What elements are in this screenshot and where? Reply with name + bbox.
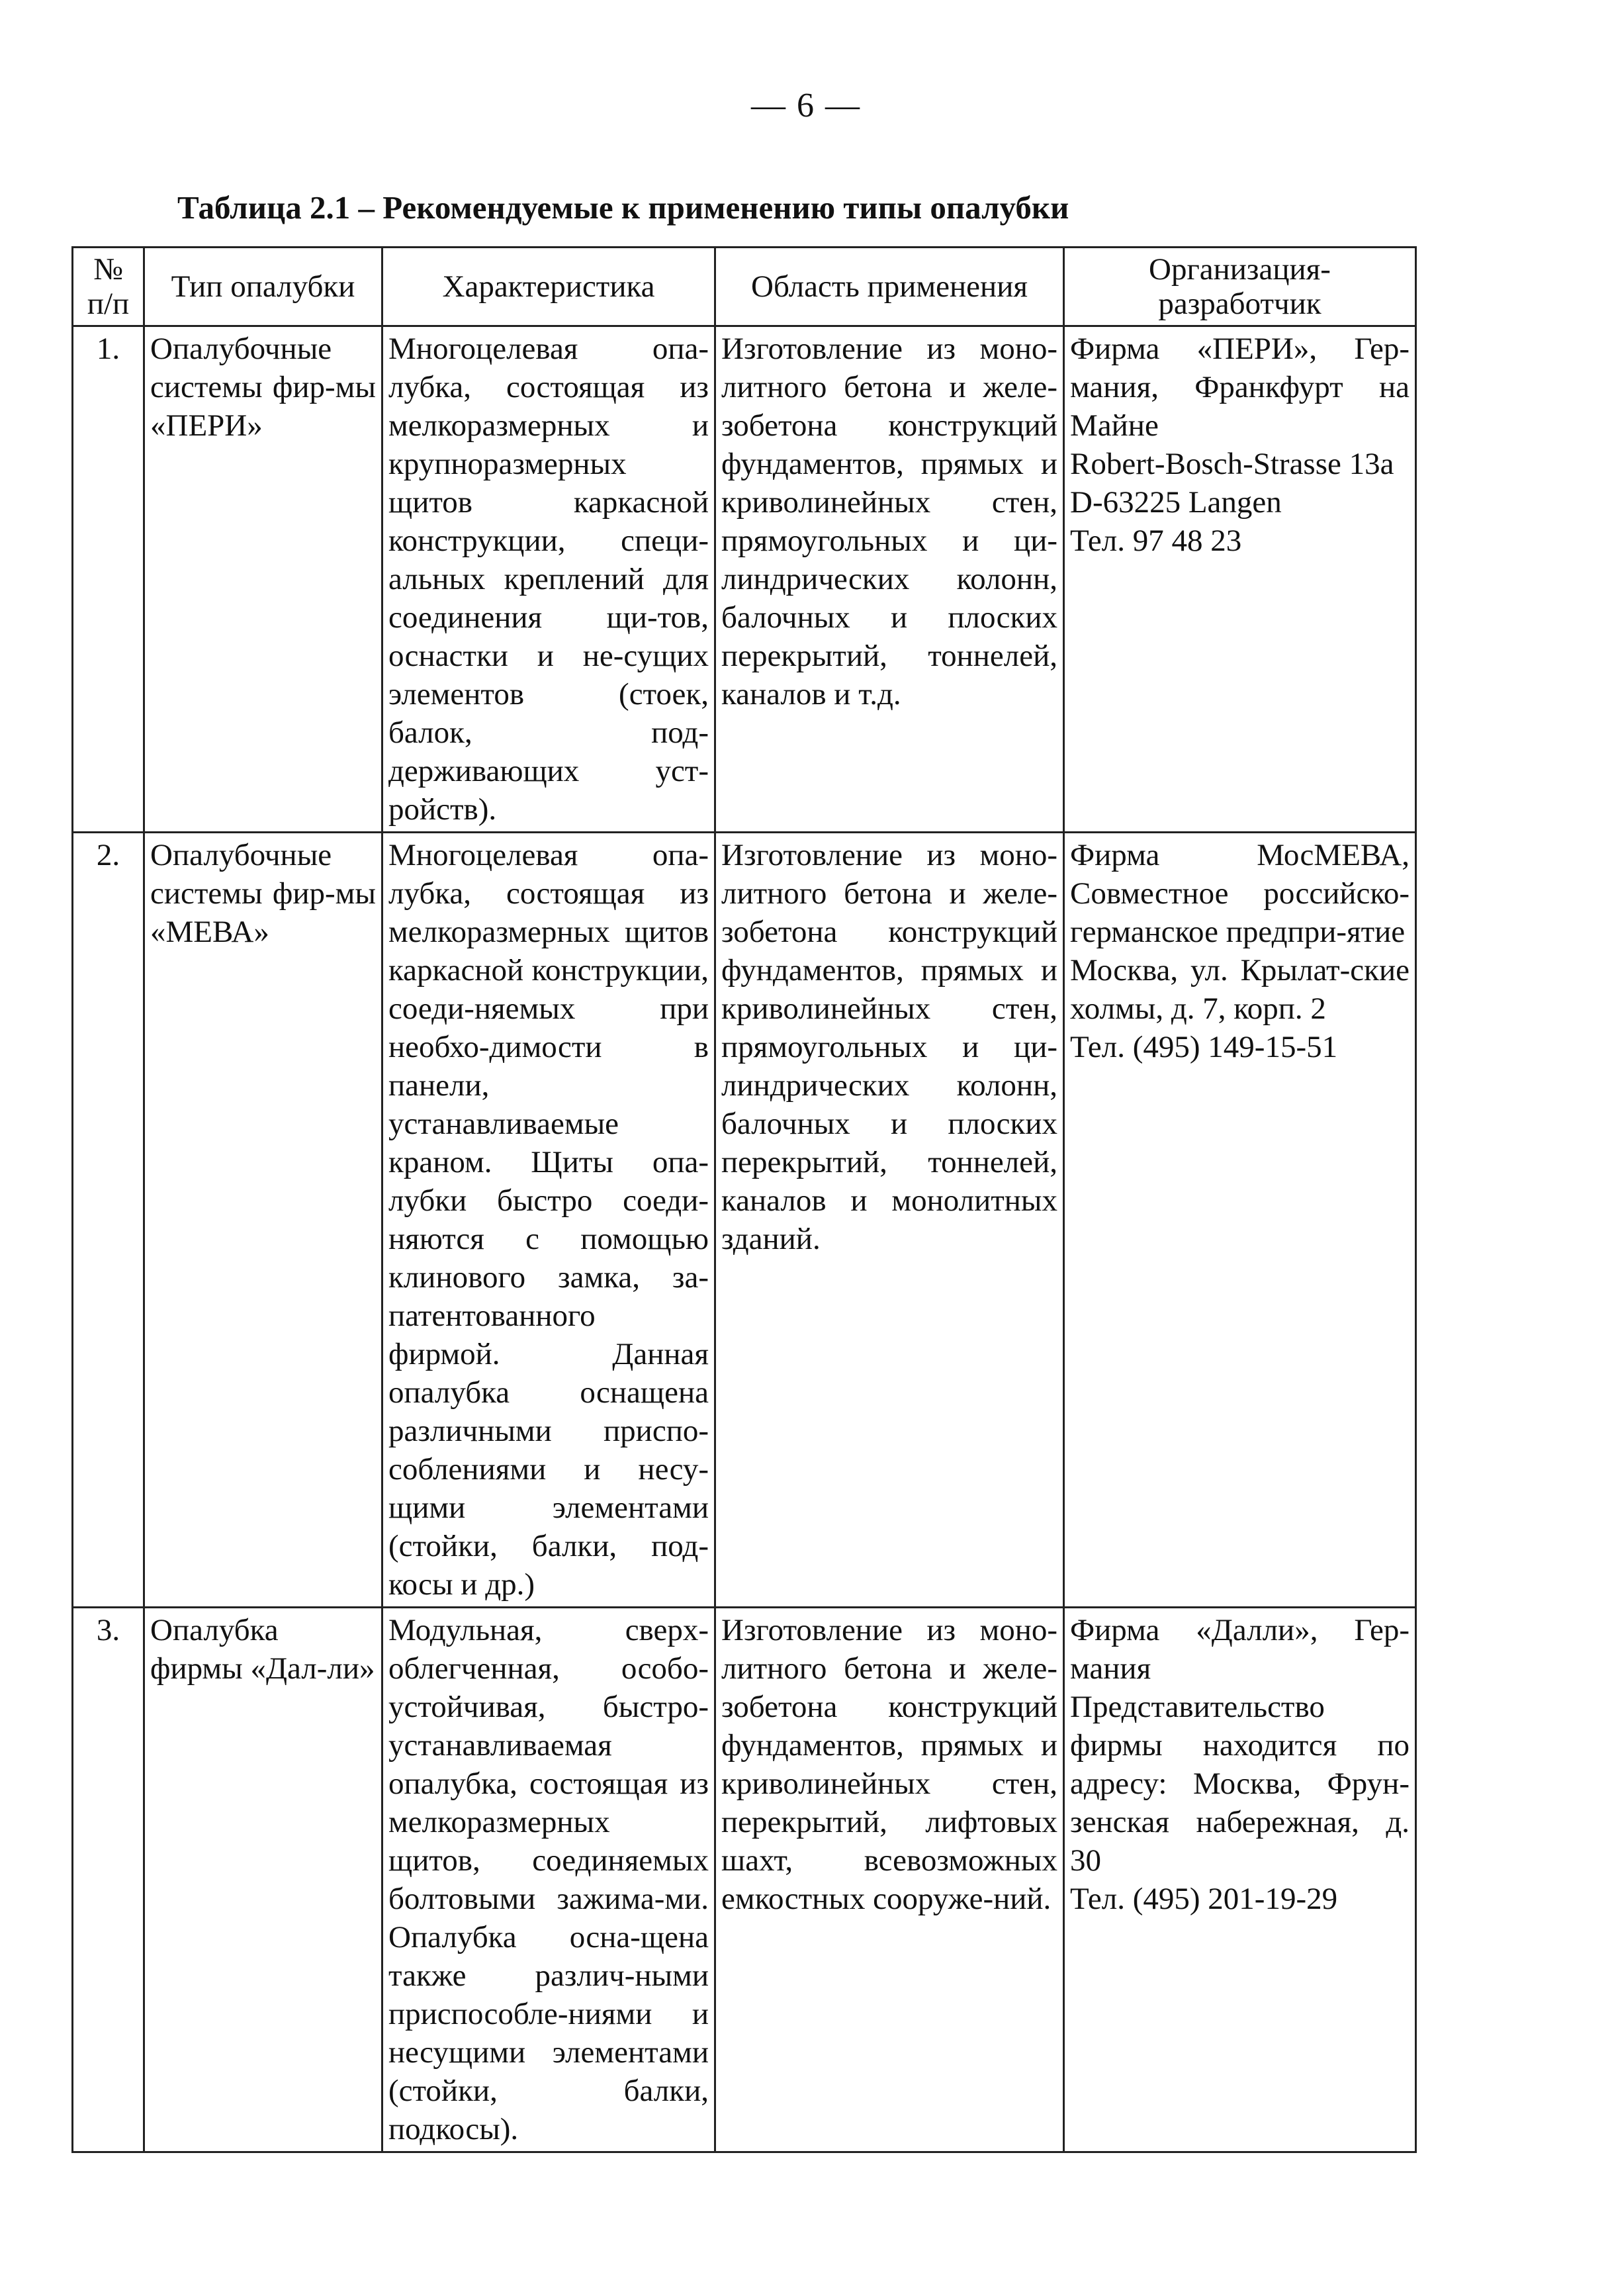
header-application <box>715 248 1064 326</box>
header-number <box>73 248 144 326</box>
header-application-label: Область применения <box>751 269 1028 304</box>
header-organization <box>1064 248 1416 326</box>
page-number: — 6 — <box>751 87 861 124</box>
formwork-characteristic: Многоцелевая опа-лубка, состоящая из мелкоразмерных щитов каркасной конструкции, соеди-няемых при необхо-димости в панели, устанавливаемые краном. Щиты опа-лубки быстро соеди-няются с помощью клинового замка, за-патентованного фирмой. Данная опалубка оснащена различными приспо-соблениями и несу-щими элементами (стойки, балки, под-косы и др.) <box>382 833 715 1608</box>
row-number: 2. <box>73 833 144 1608</box>
header-characteristic-label: Характеристика <box>442 269 655 304</box>
header-characteristic <box>382 248 715 326</box>
formwork-application: Изготовление из моно-литного бетона и желе-зобетона конструкций фундаментов, прямых и криволинейных стен, прямоугольных и ци-линдрических колонн, балочных и плоских перекрытий, тоннелей, каналов и т.д. <box>715 326 1064 833</box>
header-organization-label: Организация- разработчик <box>1149 252 1331 321</box>
formwork-type: Опалубочные системы фир-мы «МЕВА» <box>144 833 382 1608</box>
formwork-characteristic: Модульная, сверх-облегченная, особо-устойчивая, быстро-устанавливаемая опалубка, состоящая из мелкоразмерных щитов, соединяемых болтовыми зажима-ми. Опалубка осна-щена также различ-ными приспособле-ниями и несущими элементами (стойки, балки, подкосы). <box>382 1608 715 2152</box>
table-title: Таблица 2.1 – Рекомендуемые к применению типы опалубки <box>177 189 1069 226</box>
header-number-label: № п/п <box>87 252 130 321</box>
table-header-row <box>73 248 1416 326</box>
formwork-type: Опалубка фирмы «Дал-ли» <box>144 1608 382 2152</box>
formwork-application: Изготовление из моно-литного бетона и желе-зобетона конструкций фундаментов, прямых и криволинейных стен, прямоугольных и ци-линдрических колонн, балочных и плоских перекрытий, тоннелей, каналов и монолитных зданий. <box>715 833 1064 1608</box>
formwork-types-table <box>71 246 1417 2153</box>
header-type <box>144 248 382 326</box>
developer-organization: Фирма «Далли», Гер-мания Представительство фирмы находится по адресу: Москва, Фрун-зенская набережная, д. 30 Тел. (495) 201-19-29 <box>1064 1608 1416 2152</box>
row-number: 1. <box>73 326 144 833</box>
developer-organization: Фирма «ПЕРИ», Гер-мания, Франкфурт на Майне Robert-Bosch-Strasse 13a D-63225 Langen Тел. 97 48 23 <box>1064 326 1416 833</box>
developer-organization: Фирма МосМЕВА, Совместное российско-германское предпри-ятие Москва, ул. Крылат-ские холмы, д. 7, корп. 2 Тел. (495) 149-15-51 <box>1064 833 1416 1608</box>
table-row <box>73 1608 1416 2152</box>
formwork-application: Изготовление из моно-литного бетона и желе-зобетона конструкций фундаментов, прямых и криволинейных стен, перекрытий, лифтовых шахт, всевозможных емкостных сооруже-ний. <box>715 1608 1064 2152</box>
formwork-characteristic: Многоцелевая опа-лубка, состоящая из мелкоразмерных и крупноразмерных щитов каркасной конструкции, специ-альных креплений для соединения щи-тов, оснастки и не-сущих элементов (стоек, балок, под-держивающих уст-ройств). <box>382 326 715 833</box>
table-row <box>73 326 1416 833</box>
header-type-label: Тип опалубки <box>171 269 355 304</box>
row-number: 3. <box>73 1608 144 2152</box>
formwork-type: Опалубочные системы фир-мы «ПЕРИ» <box>144 326 382 833</box>
table-row <box>73 833 1416 1608</box>
